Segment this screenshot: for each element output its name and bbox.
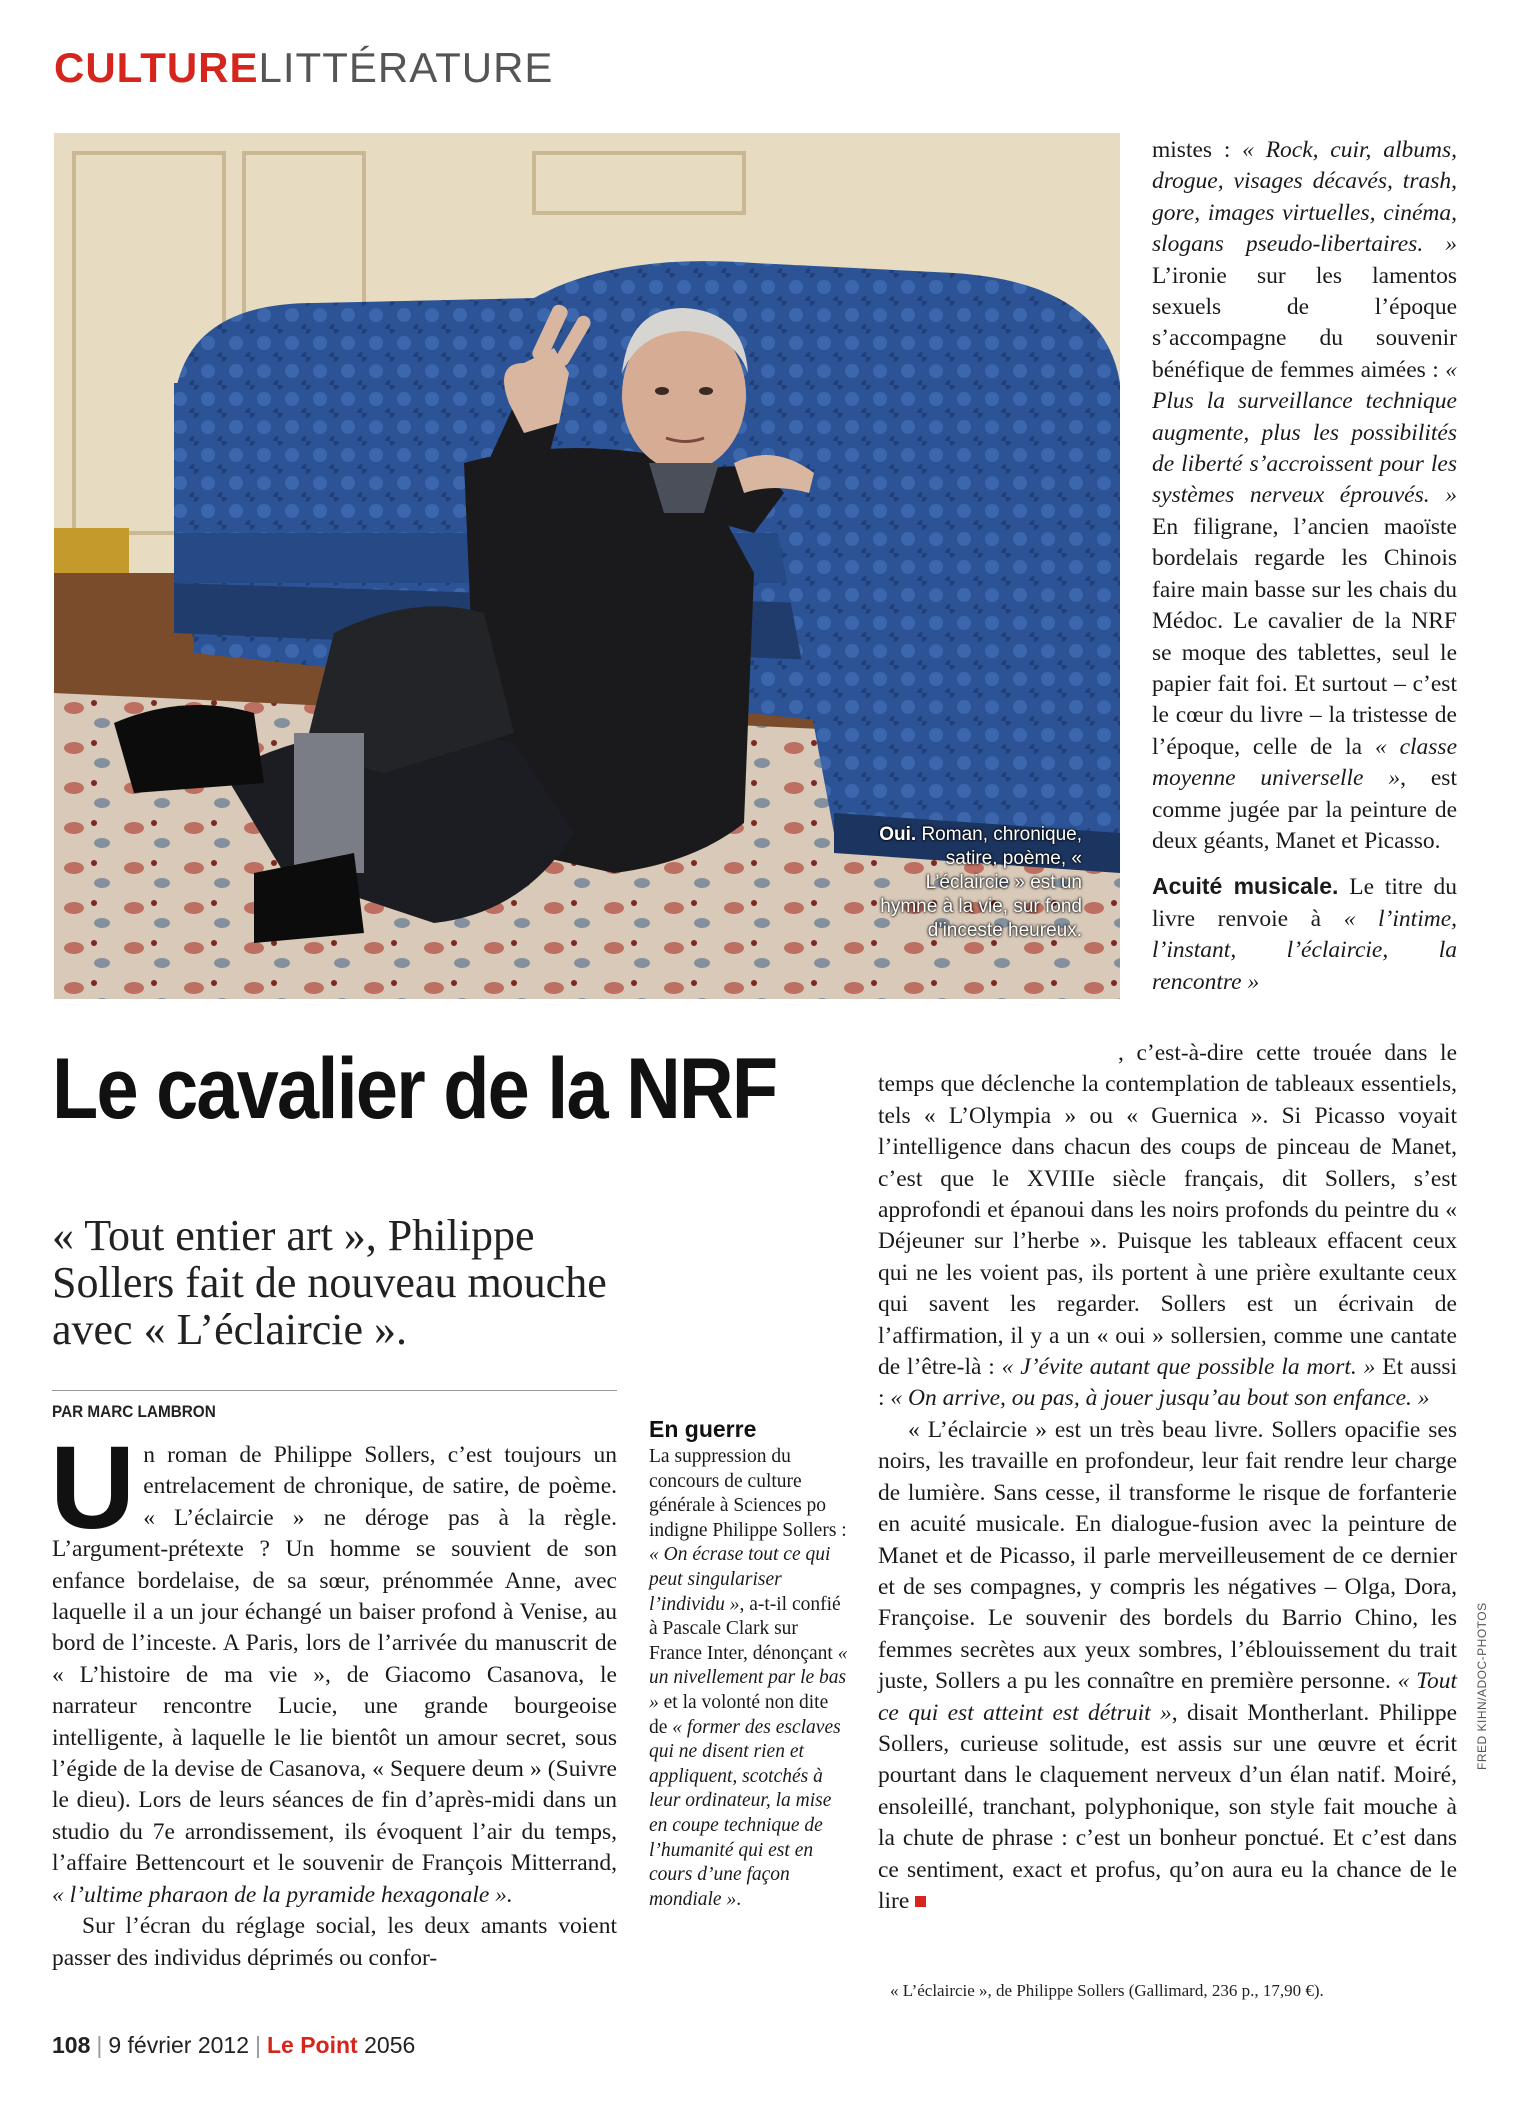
article-column-3-lower bbox=[878, 1038, 1457, 1917]
col3-text-2: L’ironie sur les lamentos sexuels de l’époque s’accompagne du souvenir bénéfique de femmes aimées : bbox=[1152, 262, 1457, 383]
sidebar-text-4: . bbox=[736, 1888, 742, 1910]
magazine-name: Le Point bbox=[266, 2032, 358, 2058]
sidebar-quote-2: « un nivellement par le bas » bbox=[649, 1642, 848, 1713]
col1-paragraph-1: n roman de Philippe Sollers, c’est toujours un entrelacement de chronique, de satire, de poème. « L’éclaircie » ne déroge pas à la règle. L’argument-prétexte ? Un homme se souvient de son enfance bordelaise, de sa sœur, prénommée Anne, avec laquelle il a un jour échangé un baiser profond à Venise, au bord de l’inceste. A Paris, lors de l’arrivée du manuscrit de « L’histoire de ma vie », de Giacomo Casanova, le narrateur rencontre Lucie, une grande bourgeoise intelligente, à laquelle le lie bientôt un amour secret, sous l’égide de la devise de Casanova, « Sequere deum » (Suivre le dieu). Lors de leurs séances de fin d’après-midi dans un studio du 7e arrondissement, ils évoquent l’air du temps, l’affaire Bettencourt et le souvenir de François Mitterrand, bbox=[52, 1442, 617, 1877]
photo-credit: FRED KIHN/ADOC-PHOTOS bbox=[1475, 1602, 1489, 1770]
col3-quote-2: « Plus la surveillance technique augmente, plus les possibilités de liberté s’accroissent pour les systèmes nerveux éprouvés. » bbox=[1152, 356, 1457, 509]
col1-quote: « l’ultime pharaon de la pyramide hexagonale ». bbox=[52, 1881, 513, 1908]
byline: PAR MARC LAMBRON bbox=[52, 1402, 216, 1421]
article-headline: Le cavalier de la NRF bbox=[52, 1041, 777, 1137]
col3b-quote-1: « J’évite autant que possible la mort. » bbox=[1001, 1354, 1376, 1381]
section-category: LITTÉRATURE bbox=[258, 44, 554, 91]
col1-paragraph-2: Sur l’écran du réglage social, les deux amants voient passer des individus déprimés ou confor- bbox=[52, 1913, 617, 1971]
photo-caption bbox=[872, 823, 1082, 943]
drop-cap: U bbox=[50, 1422, 136, 1554]
sidebar-quote-3: « former des esclaves qui ne disent rien et appliquent, scotchés à leur ordinateur, la mise en coupe technique de l’humanité qui est en cours d’une façon mondiale » bbox=[649, 1716, 841, 1910]
section-header bbox=[54, 44, 553, 92]
col3b-quote-2: « On arrive, ou pas, à jouer jusqu’au bout son enfance. » bbox=[890, 1385, 1430, 1412]
col3b-quote-3: « Tout ce qui est atteint est détruit » bbox=[878, 1668, 1458, 1726]
subheading-acuite: Acuité musicale. bbox=[1152, 873, 1339, 900]
col3-text-3: En filigrane, l’ancien maoïste bordelais regarde les Chinois faire main basse sur les chais du Médoc. Le cavalier de la NRF se moque des tablettes, seul le papier fait foi. Et surtout – c’est le cœur du livre – la tristesse de l’époque, celle de la bbox=[1152, 513, 1457, 760]
col3b-paragraph-2: « L’éclaircie » est un très beau livre. Sollers opacifie ses noirs, les travaille en profondeur, leur fait rendre leur charge de lumière. Sans cesse, il transforme le risque de forfanterie en acuité musicale. En dialogue-fusion avec la peinture de Manet et de Picasso, il parle merveilleusement de ce dernier et de ses compagnes, y compris les négatives – Olga, Dora, Françoise. Le souvenir des bordels du Barrio Chino, les femmes secrètes aux yeux sombres, l’éblouissement du trait juste, Sollers a pu les connaître en première personne. bbox=[878, 1416, 1457, 1695]
col3b-text-1: , c’est-à-dire cette trouée dans le temps que déclenche la contemplation de tableaux essentiels, tels « L’Olympia » ou « Guernica ». Si Picasso voyait l’intelligence dans chacun des coups de pinceau de Manet, c’est que le XVIIIe siècle français, dit Sollers, s’est approfondi et épanoui dans les noirs profonds du peintre du « Déjeuner sur l’herbe ». Puisque les tableaux effacent ceux qui ne les voient pas, ils portent à une prière exultante ceux qui savent les regarder. Sollers est un écrivain de l’affirmation, il y a un « oui » sollersien, comme une cantate de l’être-là : bbox=[878, 1040, 1457, 1381]
issue-number: 2056 bbox=[364, 2032, 416, 2058]
col3-quote-4: « l’intime, l’instant, l’éclaircie, la rencontre » bbox=[1152, 905, 1457, 995]
col3-text-4: , est comme jugée par la peinture de deux géants, Manet et Picasso. bbox=[1152, 765, 1457, 854]
book-reference: « L’éclaircie », de Philippe Sollers (Gallimard, 236 p., 17,90 €). bbox=[890, 1981, 1324, 2000]
sidebar-text-2: , a-t-il confié à Pascale Clark sur France Inter, dénonçant bbox=[649, 1593, 841, 1664]
article-deck: « Tout entier art », Philippe Sollers fait de nouveau mouche avec « L’éclaircie ». bbox=[52, 1211, 607, 1354]
sidebar-text bbox=[649, 1445, 849, 1912]
end-mark bbox=[915, 1896, 926, 1907]
col3-text-1: mistes : bbox=[1152, 137, 1231, 163]
article-column-3 bbox=[1152, 135, 1457, 998]
col3-text-5: Le titre du livre renvoie à bbox=[1152, 874, 1457, 932]
page-number: 108 bbox=[52, 2032, 91, 2058]
divider bbox=[52, 1390, 617, 1391]
sidebar-box bbox=[649, 1416, 849, 1912]
sidebar-quote-1: « On écrase tout ce qui peut singulariser l’individu » bbox=[649, 1544, 831, 1615]
sidebar-heading: En guerre bbox=[649, 1416, 757, 1442]
col3b-text-3: , disait Montherlant. Philippe Sollers, curieuse solitude, est assis sur une œuvre et écrit pourtant dans le claquement nerveux d’un élan natif. Moiré, ensoleillé, tranchant, polyphonique, son style fait mouche à la chute de phrase : c’est un bonheur ponctué. Et c’est dans ce sentiment, exact et profus, qu’on aura eu la chance de le lire bbox=[878, 1699, 1458, 1914]
sidebar-text-3: et la volonté non dite de bbox=[649, 1691, 829, 1738]
col3-quote-1: « Rock, cuir, albums, drogue, visages décavés, trash, gore, images virtuelles, cinéma, slogans pseudo-libertaires. » bbox=[1152, 137, 1457, 258]
page-footer: 108 | 9 février 2012 | Le Point 2056 bbox=[52, 2032, 416, 2058]
issue-date: 9 février 2012 bbox=[108, 2032, 249, 2058]
sidebar-text-1: La suppression du concours de culture générale à Sciences po indigne Philippe Sollers : bbox=[649, 1446, 847, 1541]
article-photo bbox=[54, 133, 1120, 999]
caption-text: Roman, chronique, satire, poème, « L’éclaircie » est un hymne à la vie, sur fond d’inceste heureux. bbox=[880, 824, 1082, 941]
col3b-text-2: Et aussi : bbox=[878, 1354, 1458, 1412]
article-column-1 bbox=[50, 1422, 617, 1974]
col3-quote-3: « classe moyenne universelle » bbox=[1152, 733, 1457, 792]
section-culture: CULTURE bbox=[54, 44, 259, 91]
caption-lead: Oui. bbox=[879, 824, 917, 845]
